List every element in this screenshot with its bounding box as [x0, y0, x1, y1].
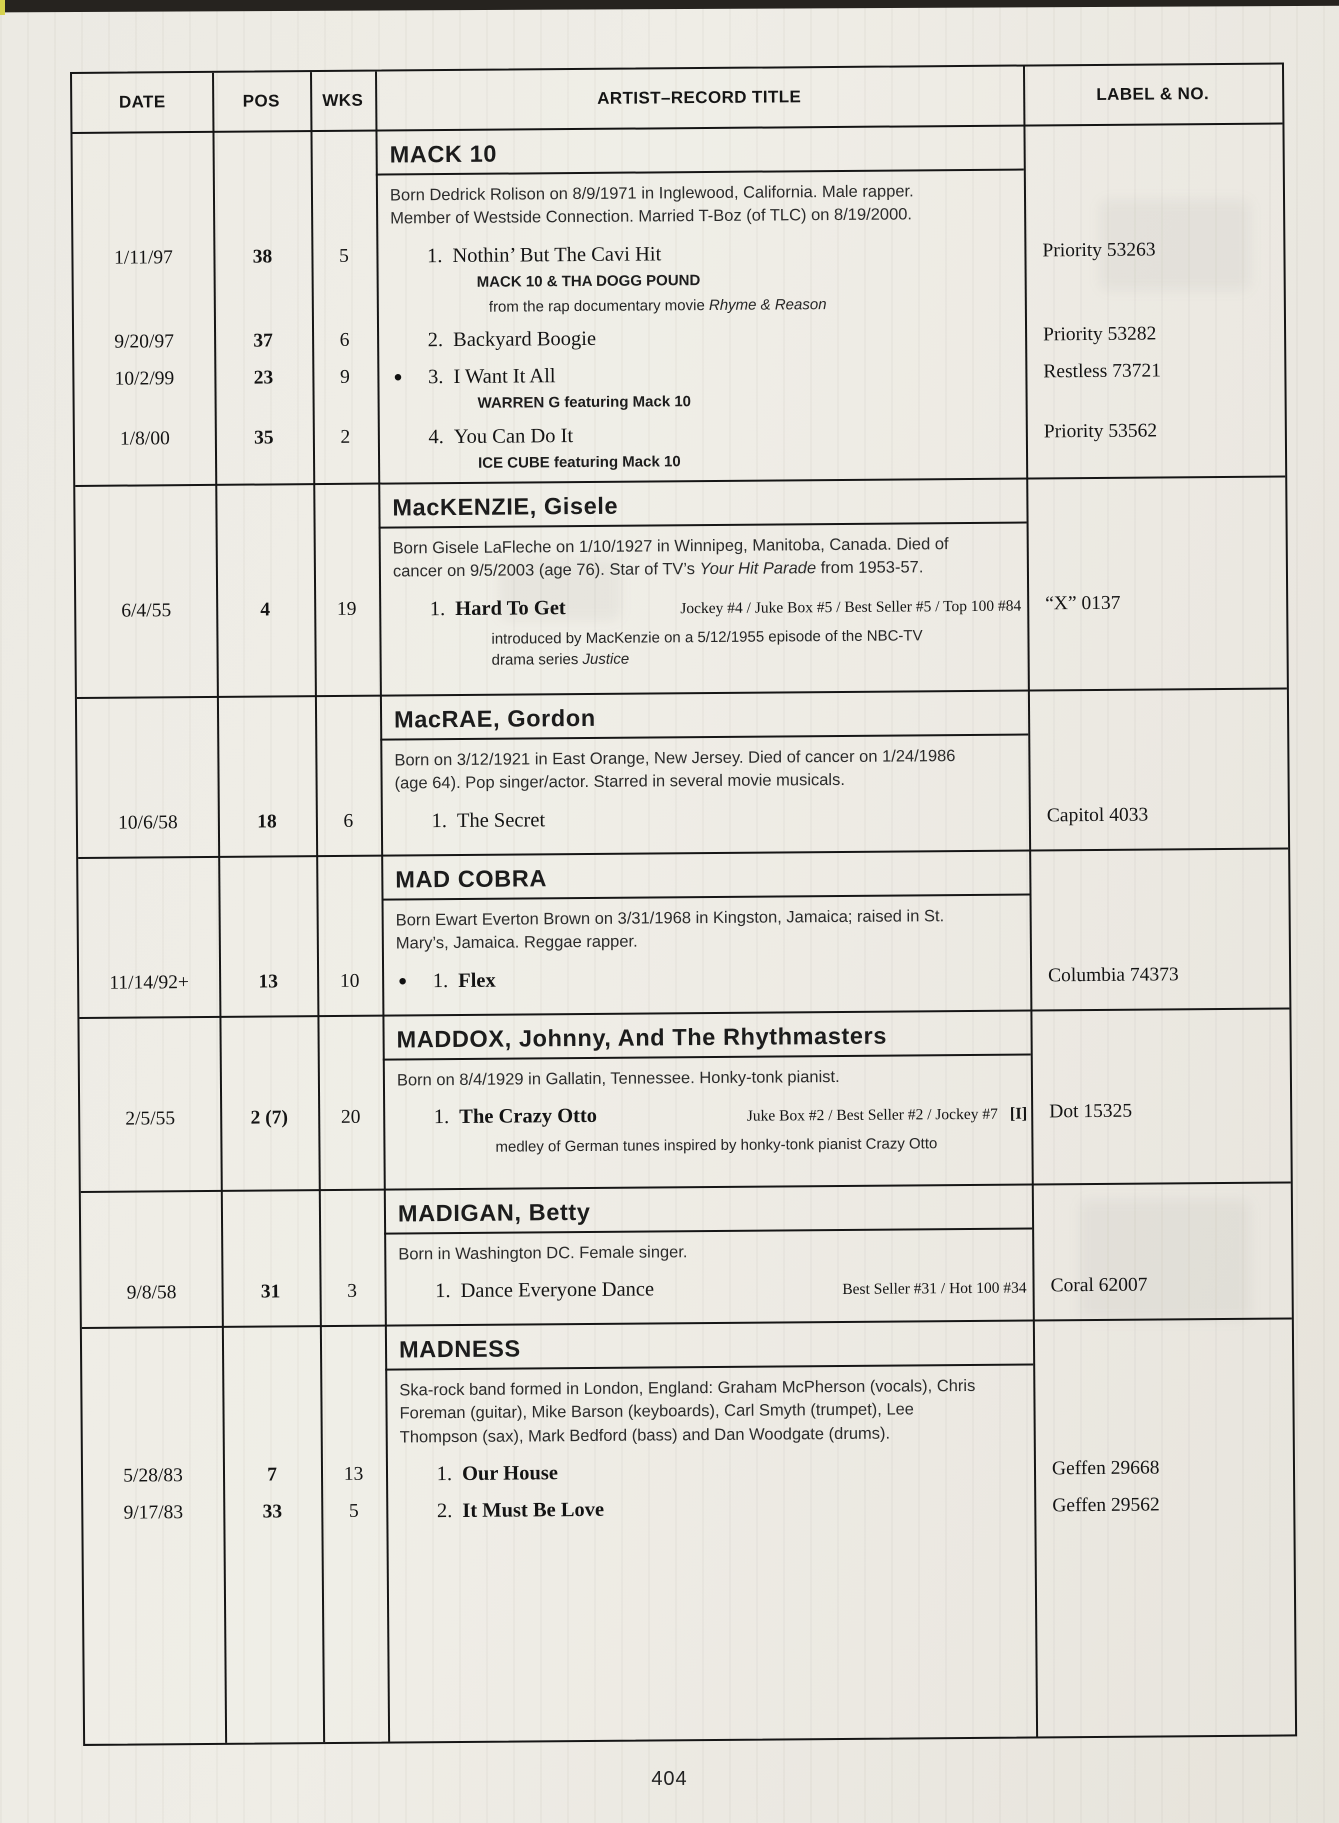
song-peak-position-cell: 38 [252, 246, 273, 268]
header-label-no: LABEL & NO. [1096, 84, 1210, 104]
song-label-cell: Priority 53282 [1043, 323, 1157, 346]
song-row [79, 959, 1289, 999]
song-title: You Can Do It [453, 424, 574, 448]
artist-bio: Born on 8/4/1929 in Gallatin, Tennessee. Honky-tonk pianist. [396, 1067, 840, 1090]
scan-edge-artifact [0, 0, 1339, 12]
song-title-line [381, 801, 1029, 836]
song-peak-position-cell: 13 [258, 971, 278, 993]
song-peak-position-cell: 35 [254, 427, 274, 449]
header-wks: WKS [322, 90, 364, 111]
song-title-cell [377, 357, 1025, 415]
song-title: Dance Everyone Dance [460, 1278, 655, 1303]
song-number: 1. [435, 1280, 451, 1303]
song-row [83, 1490, 1293, 1530]
song-weeks-cell: 13 [343, 1463, 364, 1486]
song-subartist: MACK 10 & THA DOGG POUND [476, 271, 701, 291]
song-title: Nothin’ But The Cavi Hit [452, 243, 662, 267]
artist-section [81, 1183, 1292, 1328]
chart-reference-table [70, 62, 1297, 1745]
song-row [78, 799, 1288, 839]
artist-heading: MADNESS [385, 1324, 1033, 1370]
song-title-cell [382, 961, 1030, 996]
artist-section [75, 477, 1287, 698]
gold-record-bullet-icon: ● [398, 972, 408, 990]
song-number: 1. [426, 244, 443, 268]
song-peak-position-cell: 2 (7) [250, 1107, 288, 1129]
artist-section [77, 689, 1288, 858]
song-title-line [377, 320, 1025, 355]
song-number: 1. [436, 1463, 453, 1486]
artist-heading: MADDOX, Johnny, And The Rhythmasters [382, 1014, 1030, 1060]
song-weeks-cell: 2 [340, 426, 351, 448]
artist-bio: Born on 3/12/1921 in East Orange, New Jersey. Died of cancer on 1/24/1986 (age 64). Pop singer/actor. Starred in several movie musicals. [394, 746, 956, 793]
song-date-cell: 9/8/58 [126, 1282, 177, 1304]
song-title-line [383, 1098, 1031, 1135]
song-number: 3. [427, 365, 444, 389]
song-weeks-cell: 6 [343, 810, 354, 832]
song-title-line [384, 1272, 1032, 1309]
song-title-cell [381, 801, 1029, 836]
song-date-cell: 9/20/97 [114, 331, 174, 353]
chart-positions-note: Juke Box #2 / Best Seller #2 / Jockey #7 [746, 1106, 998, 1125]
scan-corner-artifact [0, 0, 5, 15]
song-date-cell: 10/2/99 [114, 368, 175, 390]
song-row [75, 415, 1285, 478]
song-title: Our House [461, 1462, 558, 1486]
table-header-row [72, 64, 1282, 134]
song-weeks-cell: 5 [348, 1500, 359, 1522]
artist-heading: MADIGAN, Betty [384, 1188, 1032, 1234]
song-date-cell: 5/28/83 [123, 1465, 183, 1487]
page-number: 404 [651, 1768, 688, 1790]
song-date-cell: 10/6/58 [118, 811, 178, 834]
header-pos: POS [242, 91, 280, 111]
artist-bio: Born Gisele LaFleche on 1/10/1927 in Winnipeg, Manitoba, Canada. Died of cancer on 9/5/2003 (age 76). Star of TV’s Your Hit Parade from 1953-57. [392, 534, 949, 581]
song-title-cell [386, 1455, 1034, 1490]
artist-section [72, 124, 1285, 486]
song-subartist: WARREN G featuring Mack 10 [477, 392, 692, 412]
artist-section [82, 1319, 1295, 1748]
song-number: 1. [432, 969, 449, 992]
song-weeks-cell: 19 [336, 598, 357, 620]
song-title: The Crazy Otto [459, 1105, 598, 1129]
header-date: DATE [118, 92, 166, 112]
song-title: Backyard Boogie [453, 327, 597, 351]
artist-bio: Ska-rock band formed in London, England: Graham McPherson (vocals), Chris Foreman (guitar), Mike Barson (keyboards), Carl Smyth (trumpet), Lee Thompson (sax), Mark Bedford (bass) and Dan Woodgate (drums). [399, 1376, 976, 1447]
song-number: 4. [428, 425, 444, 449]
song-title: It Must Be Love [462, 1498, 605, 1523]
artist-bio: Born Ewart Everton Brown on 3/31/1968 in Kingston, Jamaica; raised in St. Mary’s, Jamaica. Reggae rapper. [395, 907, 945, 953]
artist-heading: MacKENZIE, Gisele [378, 482, 1026, 528]
song-weeks-cell: 3 [347, 1281, 358, 1303]
song-row [73, 234, 1284, 321]
song-label-cell: Dot 15325 [1049, 1100, 1133, 1123]
song-weeks-cell: 5 [338, 245, 349, 267]
song-title-cell [376, 236, 1025, 318]
song-date-cell: 1/8/00 [119, 428, 170, 450]
song-number: 2. [436, 1500, 453, 1523]
song-label-cell: Coral 62007 [1050, 1274, 1148, 1297]
chart-positions-note: Best Seller #31 / Hot 100 #34 [842, 1279, 1027, 1299]
song-date-cell: 11/14/92+ [109, 971, 190, 994]
song-title: Hard To Get [455, 596, 566, 620]
song-label-cell: Restless 73721 [1043, 360, 1162, 383]
sections [72, 124, 1295, 1748]
song-label-cell: Priority 53562 [1043, 420, 1158, 443]
artist-section [78, 849, 1289, 1018]
song-row [74, 318, 1284, 358]
song-weeks-cell: 10 [339, 970, 360, 992]
song-weeks-cell: 20 [340, 1107, 361, 1129]
song-peak-position-cell: 31 [260, 1281, 281, 1303]
instrumental-tag: [I] [1009, 1103, 1028, 1123]
song-title-cell [383, 1098, 1031, 1159]
song-weeks-cell: 9 [339, 366, 350, 388]
song-label-cell: “X” 0137 [1045, 592, 1121, 615]
song-title-cell [378, 417, 1026, 475]
song-row [76, 587, 1287, 674]
song-date-cell: 6/4/55 [121, 599, 172, 622]
song-peak-position-cell: 4 [260, 599, 271, 621]
chart-positions-note: Jockey #4 / Juke Box #5 / Best Seller #5 / Top 100 #84 [680, 597, 1022, 617]
song-row [74, 355, 1284, 418]
song-title-cell [379, 589, 1028, 671]
song-title-cell [384, 1272, 1032, 1309]
song-label-cell: Geffen 29668 [1051, 1457, 1160, 1480]
song-number: 1. [431, 809, 447, 832]
song-title-cell [386, 1492, 1034, 1527]
song-subartist: ICE CUBE featuring Mack 10 [478, 453, 681, 472]
song-label-cell: Priority 53263 [1042, 239, 1156, 262]
artist-bio: Born in Washington DC. Female singer. [398, 1243, 688, 1264]
song-label-cell: Capitol 4033 [1046, 804, 1149, 827]
song-weeks-cell: 6 [339, 329, 350, 351]
song-title-line [382, 961, 1030, 996]
song-number: 1. [433, 1106, 450, 1129]
song-date-cell: 2/5/55 [125, 1108, 176, 1130]
song-peak-position-cell: 33 [262, 1501, 283, 1523]
song-peak-position-cell: 18 [257, 811, 277, 833]
song-title: Flex [458, 969, 496, 992]
song-note: medley of German tunes inspired by honky-tonk pianist Crazy Otto [495, 1135, 938, 1156]
song-number: 2. [427, 328, 444, 352]
song-peak-position-cell: 37 [253, 330, 273, 352]
artist-section [79, 1009, 1290, 1192]
song-date-cell: 1/11/97 [113, 247, 173, 269]
song-title-cell [377, 320, 1025, 355]
gold-record-bullet-icon: ● [393, 368, 403, 386]
song-row [81, 1270, 1291, 1312]
artist-heading: MACK 10 [376, 130, 1024, 176]
song-note: introduced by MacKenzie on a 5/12/1955 episode of the NBC-TV drama series Justice [491, 627, 923, 669]
song-title: The Secret [456, 808, 546, 832]
song-title-line [386, 1455, 1034, 1490]
header-artist-record-title: ARTIST–RECORD TITLE [597, 87, 802, 108]
song-peak-position-cell: 23 [253, 367, 274, 389]
song-title-line [386, 1492, 1034, 1527]
song-label-cell: Columbia 74373 [1048, 964, 1179, 987]
song-label-cell: Geffen 29562 [1052, 1494, 1160, 1517]
artist-bio: Born Dedrick Rolison on 8/9/1971 in Inglewood, California. Male rapper. Member of Westside Connection. Married T-Boz (of TLC) on 8/19/2000. [389, 182, 914, 228]
artist-heading: MAD COBRA [381, 854, 1029, 900]
artist-heading: MacRAE, Gordon [380, 694, 1028, 740]
song-number: 1. [429, 597, 446, 620]
song-title: I Want It All [453, 365, 556, 388]
song-note: from the rap documentary movie Rhyme & Reason [488, 295, 827, 316]
song-row [80, 1096, 1290, 1162]
song-row [83, 1453, 1293, 1493]
song-date-cell: 9/17/83 [123, 1502, 184, 1524]
song-title-line [379, 589, 1027, 626]
song-peak-position-cell: 7 [267, 1464, 277, 1486]
